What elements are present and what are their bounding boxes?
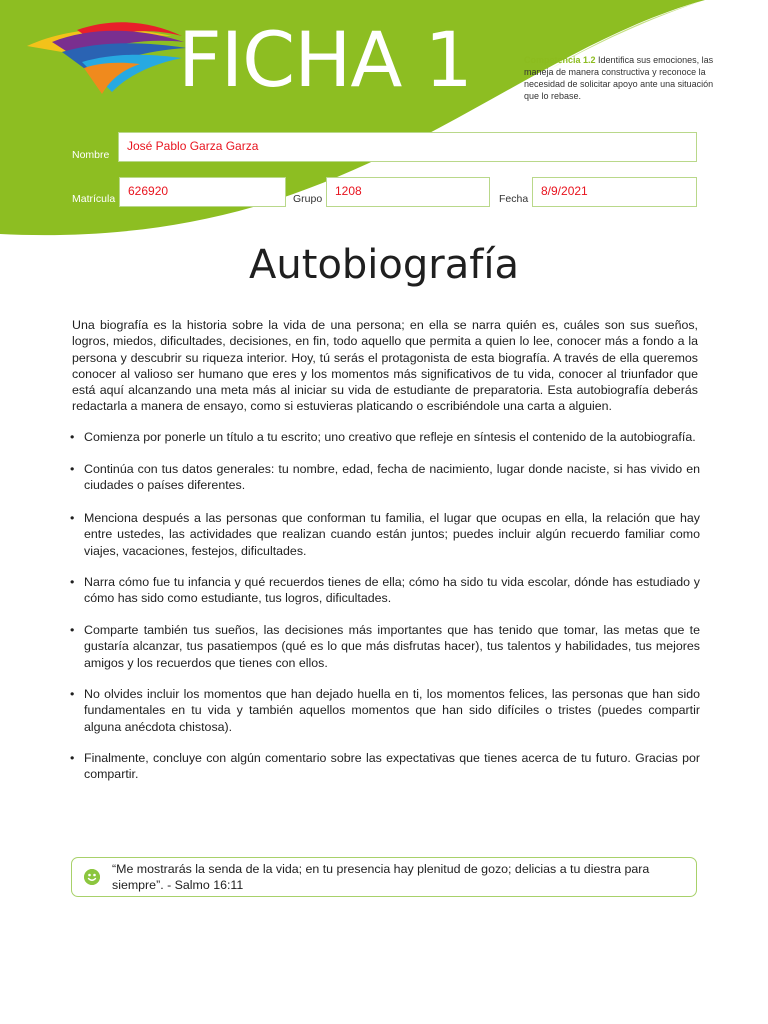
list-item-text: Narra cómo fue tu infancia y qué recuerdos tienes de ella; cómo ha sido tu vida escolar, dónde has estudiado y cómo has sido como estudiante, tus logros, dificultades. <box>84 575 700 606</box>
smiley-icon <box>84 869 100 885</box>
list-item <box>68 429 700 445</box>
nombre-field[interactable]: José Pablo Garza Garza <box>118 132 697 162</box>
list-item-text: Comienza por ponerle un título a tu escrito; uno creativo que refleje en síntesis el contenido de la autobiografía. <box>84 430 696 444</box>
list-item-text: No olvides incluir los momentos que han dejado huella en ti, los momentos felices, las personas que han sido fundamentales en tu vida y también aquellos momentos que han sido difíciles o tristes (puedes compartir alguna anécdota chistosa). <box>84 687 700 734</box>
list-item-text: Comparte también tus sueños, las decisiones más importantes que has tenido que tomar, las metas que te gustaría alcanzar, tus pasatiempos (qué es lo que más disfrutas hacer), tus talentos y habilidades, tus mejores amigos y los recuerdos que tienes con ellos. <box>84 623 700 670</box>
grupo-field[interactable]: 1208 <box>326 177 490 207</box>
matricula-label: Matrícula <box>72 193 116 205</box>
list-item <box>68 750 700 783</box>
bullet-icon: • <box>70 687 75 701</box>
list-item-text: Menciona después a las personas que conforman tu familia, el lugar que ocupas en ella, la relación que hay entre ustedes, las actividades que realizan cuando están juntos; puedes incluir algún recuerdo familiar como viajes, vacaciones, festejos, dificultades. <box>84 511 700 558</box>
competencia-label: Competencia 1.2 <box>524 55 596 65</box>
bullet-icon: • <box>70 623 75 637</box>
brand-logo <box>22 18 192 98</box>
bullet-icon: • <box>70 430 75 444</box>
list-item <box>68 622 700 671</box>
list-item <box>68 686 700 735</box>
bullet-icon: • <box>70 575 75 589</box>
competencia-text: Identifica sus emociones, las maneja de manera constructiva y reconoce la necesidad de solicitar apoyo ante una situación que lo rebase. <box>524 55 714 101</box>
quote-text: “Me mostrarás la senda de la vida; en tu presencia hay plenitud de gozo; delicias a tu diestra para siempre”. - Salmo 16:11 <box>112 862 650 893</box>
competencia-block <box>524 54 714 102</box>
fecha-field[interactable]: 8/9/2021 <box>532 177 697 207</box>
list-item <box>68 510 700 559</box>
intro-paragraph: Una biografía es la historia sobre la vida de una persona; en ella se narra quién es, cuáles son sus sueños, logros, miedos, dificultades, decisiones, en fin, todo aquello que permita a quien lo lee, conocer más a fondo a la persona y descubrir su riqueza interior. Hoy, tú serás el protagonista de esta biografía. A través de ella queremos conocer al valioso ser humano que eres y los momentos más significativos de tu vida, conocer al triunfador que está aquí alcanzando una meta más al iniciar su vida de estudiante de preparatoria. Esta autobiografía deberás redactarla a manera de ensayo, como si estuvieras platicando o escribiéndole una carta a alguien. <box>72 318 698 414</box>
list-item <box>68 461 700 494</box>
grupo-label: Grupo <box>293 193 323 205</box>
fecha-label: Fecha <box>499 193 529 205</box>
list-item <box>68 574 700 607</box>
quote-box <box>71 857 697 897</box>
bullet-icon: • <box>70 511 75 525</box>
nombre-label: Nombre <box>72 149 110 161</box>
bullet-icon: • <box>70 462 75 476</box>
document-title: Autobiografía <box>249 242 519 288</box>
ficha-title: FICHA 1 <box>178 15 472 104</box>
bullet-icon: • <box>70 751 75 765</box>
list-item-text: Continúa con tus datos generales: tu nombre, edad, fecha de nacimiento, lugar donde naciste, si has vivido en ciudades o países diferentes. <box>84 462 700 493</box>
list-item-text: Finalmente, concluye con algún comentario sobre las expectativas que tienes acerca de tu futuro. Gracias por compartir. <box>84 751 700 782</box>
matricula-field[interactable]: 626920 <box>119 177 286 207</box>
